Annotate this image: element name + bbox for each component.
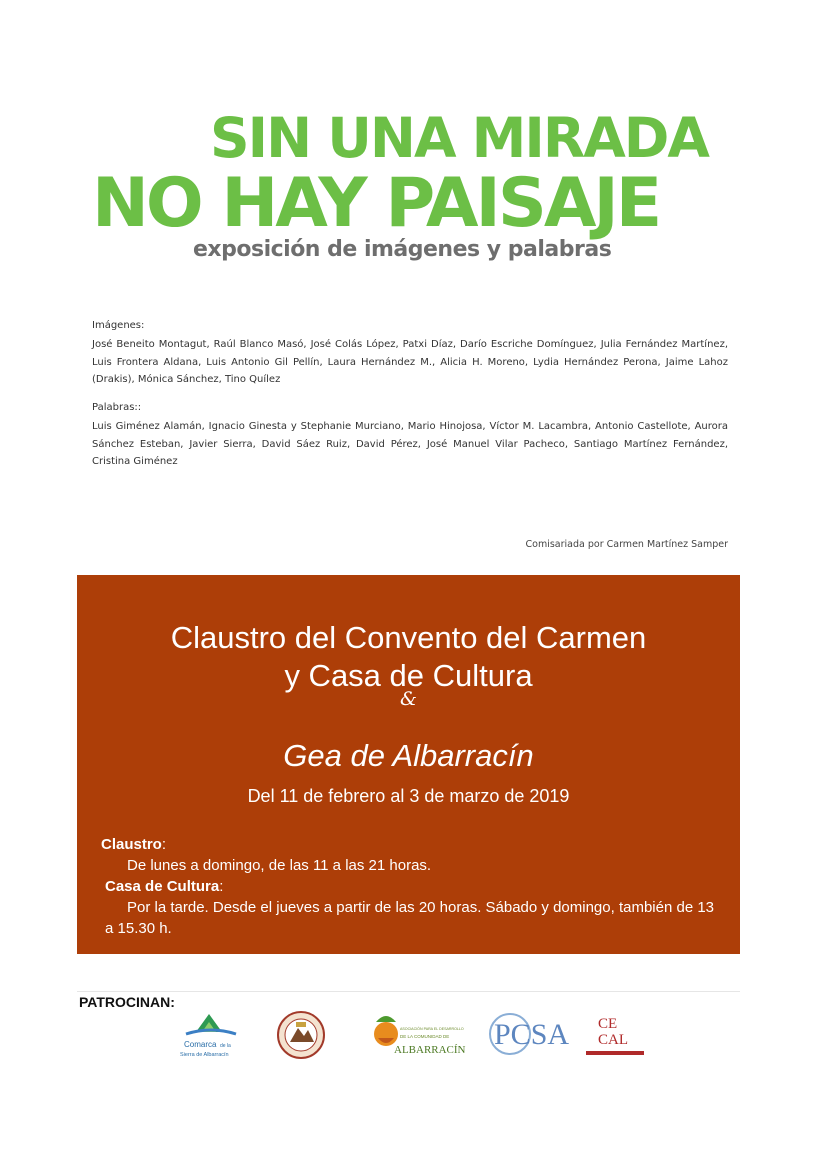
title-line-1: SIN UNA MIRADA — [210, 106, 708, 170]
ayuntamiento-seal — [276, 1010, 326, 1060]
schedule-claustro — [101, 834, 721, 876]
asiader-logo-text-2: DE LA COMUNIDAD DE — [400, 1034, 450, 1039]
casa-hours-line-2: a 15.30 h. — [105, 920, 172, 937]
casa-label: Casa de Cultura — [105, 878, 220, 895]
words-label: Palabras:: — [92, 402, 142, 413]
ampersand: & — [400, 688, 417, 710]
claustro-label: Claustro — [101, 836, 162, 853]
casa-colon: : — [219, 878, 224, 895]
words-names: Luis Giménez Alamán, Ignacio Ginesta y Stephanie Murciano, Mario Hinojosa, Víctor M. Lacambra, Antonio Castellote, Aurora Sánchez Esteban, Javier Sierra, David Sáez Ruiz, David Pérez, José Manuel Vilar Pacheco, Santiago Martínez Fernández, Cristina Giménez — [92, 421, 728, 467]
comarca-logo-text-3: Sierra de Albarracín — [180, 1052, 229, 1058]
subtitle: exposición de imágenes y palabras — [193, 237, 612, 262]
cecal-logo-text-1: CE — [598, 1016, 618, 1032]
pcsa-logo-text: PCSA — [494, 1018, 570, 1051]
venue-line-2: y Casa de Cultura — [284, 658, 533, 693]
cecal-logo-text-2: CAL — [598, 1032, 628, 1048]
asiader-logo — [368, 1008, 466, 1062]
images-label: Imágenes: — [92, 320, 145, 331]
comarca-logo-text-2: de la — [220, 1043, 231, 1049]
images-credits — [92, 318, 728, 389]
venue-line-1: Claustro del Convento del Carmen — [170, 620, 647, 655]
schedule-casa — [105, 876, 725, 897]
casa-hours — [101, 897, 731, 939]
comarca-logo — [176, 1010, 246, 1060]
asiader-logo-text-3: ALBARRACÍN — [394, 1044, 466, 1056]
comarca-logo-text-1: Comarca — [184, 1040, 217, 1049]
title-line-2: NO HAY PAISAJE — [92, 164, 660, 243]
claustro-hours: De lunes a domingo, de las 11 a las 21 horas. — [127, 857, 432, 874]
exhibition-dates: Del 11 de febrero al 3 de marzo de 2019 — [247, 786, 570, 806]
place-name: Gea de Albarracín — [283, 738, 534, 773]
claustro-colon: : — [161, 836, 167, 853]
images-names: José Beneito Montagut, Raúl Blanco Masó, José Colás López, Patxi Díaz, Darío Escriche Domínguez, Julia Fernández Martínez, Luis Frontera Aldana, Luis Antonio Gil Pellín, Laura Hernández M., Alicia H. Moreno, Lydia Hernández Perona, Jaime Lahoz (Drakis), Mónica Sánchez, Tino Quílez — [92, 339, 728, 385]
divider — [77, 991, 740, 992]
curator-credit: Comisariada por Carmen Martínez Samper — [525, 539, 728, 550]
cecal-logo — [584, 1010, 646, 1060]
words-credits — [92, 400, 728, 471]
venue-panel — [77, 575, 740, 954]
venue-title — [77, 619, 740, 695]
sponsors-label: PATROCINAN: — [79, 994, 175, 1010]
casa-hours-line-1: Por la tarde. Desde el jueves a partir de las 20 horas. Sábado y domingo, también de 13 — [127, 899, 715, 916]
pcsa-logo — [484, 1010, 570, 1058]
asiader-logo-text-1: ASOCIACIÓN PARA EL DESARROLLO — [400, 1027, 464, 1031]
